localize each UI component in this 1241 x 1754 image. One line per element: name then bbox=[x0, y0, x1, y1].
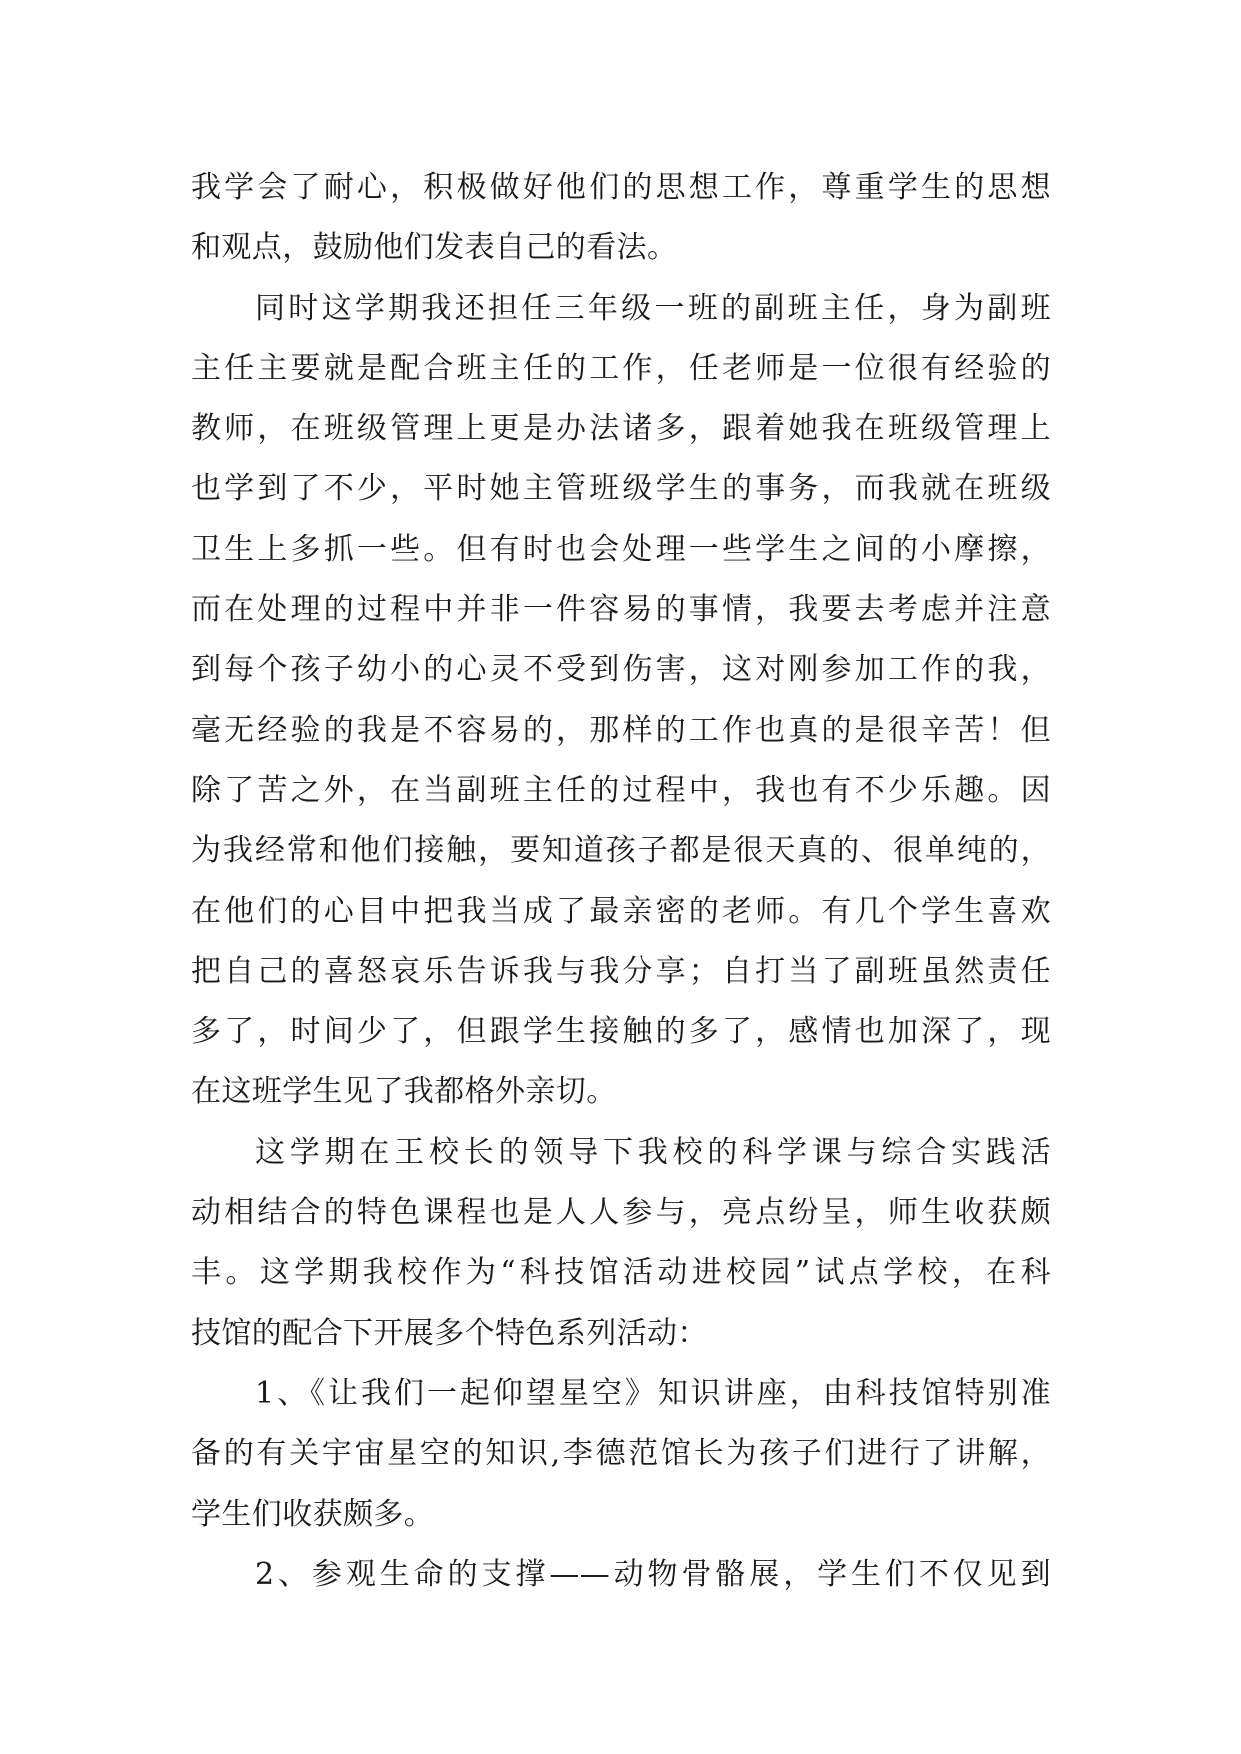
text-line: 卫生上多抓一些。但有时也会处理一些学生之间的小摩擦， bbox=[191, 531, 1051, 567]
text-line: 丰。这学期我校作为“科技馆活动进校园”试点学校，在科 bbox=[191, 1255, 1051, 1291]
text-line: 技馆的配合下开展多个特色系列活动： bbox=[191, 1315, 708, 1351]
text-line: 为我经常和他们接触，要知道孩子都是很天真的、很单纯的， bbox=[191, 833, 1051, 869]
paragraph-first-line: 这学期在王校长的领导下我校的科学课与综合实践活 bbox=[255, 1134, 1051, 1170]
text-line: 我学会了耐心，积极做好他们的思想工作，尊重学生的思想 bbox=[191, 170, 1051, 205]
text-line: 除了苦之外，在当副班主任的过程中，我也有不少乐趣。因 bbox=[191, 772, 1051, 808]
text-line: 在这班学生见了我都格外亲切。 bbox=[191, 1074, 617, 1110]
paragraph-first-line: 同时这学期我还担任三年级一班的副班主任，身为副班 bbox=[255, 290, 1051, 326]
text-line: 学生们收获颇多。 bbox=[191, 1496, 435, 1532]
text-line: 毫无经验的我是不容易的，那样的工作也真的是很辛苦！但 bbox=[191, 712, 1051, 748]
text-line: 多了，时间少了，但跟学生接触的多了，感情也加深了，现 bbox=[191, 1014, 1051, 1050]
text-line: 备的有关宇宙星空的知识,李德范馆长为孩子们进行了讲解， bbox=[191, 1436, 1051, 1472]
list-item-first-line: 1、《让我们一起仰望星空》知识讲座，由科技馆特别准 bbox=[255, 1375, 1051, 1411]
text-line: 和观点，鼓励他们发表自己的看法。 bbox=[191, 230, 678, 266]
text-line: 到每个孩子幼小的心灵不受到伤害，这对刚参加工作的我， bbox=[191, 652, 1051, 688]
list-item-first-line: 2、参观生命的支撑——动物骨骼展，学生们不仅见到 bbox=[255, 1556, 1051, 1592]
body-text bbox=[191, 158, 1051, 1605]
text-line: 把自己的喜怒哀乐告诉我与我分享；自打当了副班虽然责任 bbox=[191, 953, 1051, 989]
text-line: 也学到了不少，平时她主管班级学生的事务，而我就在班级 bbox=[191, 471, 1051, 507]
text-line: 动相结合的特色课程也是人人参与，亮点纷呈，师生收获颇 bbox=[191, 1195, 1051, 1231]
text-line: 在他们的心目中把我当成了最亲密的老师。有几个学生喜欢 bbox=[191, 893, 1051, 929]
text-line: 而在处理的过程中并非一件容易的事情，我要去考虑并注意 bbox=[191, 592, 1051, 628]
text-line: 教师，在班级管理上更是办法诸多，跟着她我在班级管理上 bbox=[191, 411, 1051, 447]
text-line: 主任主要就是配合班主任的工作，任老师是一位很有经验的 bbox=[191, 350, 1051, 386]
